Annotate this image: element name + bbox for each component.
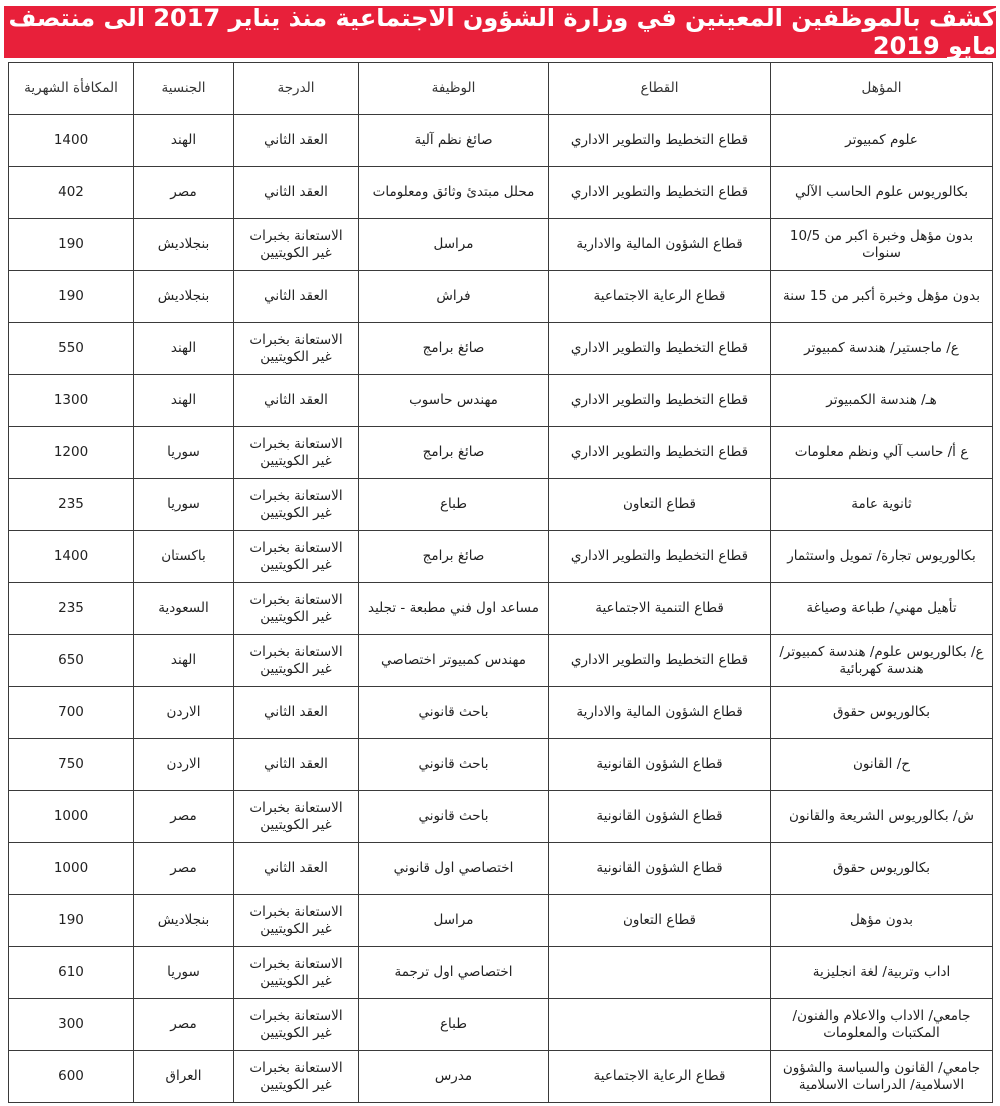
cell-grade: العقد الثاني	[234, 167, 359, 219]
cell-grade: الاستعانة بخبرات غير الكويتيين	[234, 791, 359, 843]
cell-nationality: مصر	[134, 791, 234, 843]
table-row	[9, 167, 993, 219]
cell-grade: الاستعانة بخبرات غير الكويتيين	[234, 635, 359, 687]
cell-sector: قطاع الشؤون المالية والادارية	[549, 687, 771, 739]
table-row	[9, 271, 993, 323]
cell-job: صائغ برامج	[359, 531, 549, 583]
cell-salary: 1300	[9, 375, 134, 427]
cell-sector: قطاع التخطيط والتطوير الاداري	[549, 167, 771, 219]
cell-sector: قطاع الشؤون المالية والادارية	[549, 219, 771, 271]
cell-job: مهندس كمبيوتر اختصاصي	[359, 635, 549, 687]
cell-qualification: اداب وتربية/ لغة انجليزية	[771, 947, 993, 999]
cell-sector: قطاع التخطيط والتطوير الاداري	[549, 323, 771, 375]
table-header-row	[9, 63, 993, 115]
cell-nationality: سوريا	[134, 479, 234, 531]
cell-sector: قطاع التخطيط والتطوير الاداري	[549, 115, 771, 167]
cell-grade: الاستعانة بخبرات غير الكويتيين	[234, 947, 359, 999]
cell-nationality: الهند	[134, 635, 234, 687]
cell-grade: العقد الثاني	[234, 687, 359, 739]
table-row	[9, 375, 993, 427]
cell-nationality: سوريا	[134, 947, 234, 999]
cell-grade: الاستعانة بخبرات غير الكويتيين	[234, 1051, 359, 1103]
cell-grade: الاستعانة بخبرات غير الكويتيين	[234, 531, 359, 583]
column-header-job: الوظيفة	[359, 63, 549, 115]
cell-sector: قطاع التعاون	[549, 895, 771, 947]
cell-job: مراسل	[359, 895, 549, 947]
page-title: كشف بالموظفين المعينين في وزارة الشؤون الاجتماعية منذ يناير 2017 الى منتصف مايو 2019	[4, 6, 996, 58]
column-header-grade: الدرجة	[234, 63, 359, 115]
cell-qualification: ع/ بكالوريوس علوم/ هندسة كمبيوتر/ هندسة كهربائية	[771, 635, 993, 687]
cell-job: باحث قانوني	[359, 739, 549, 791]
cell-job: باحث قانوني	[359, 791, 549, 843]
cell-grade: العقد الثاني	[234, 375, 359, 427]
cell-qualification: جامعي/ الاداب والاعلام والفنون/ المكتبات والمعلومات	[771, 999, 993, 1051]
cell-qualification: ثانوية عامة	[771, 479, 993, 531]
cell-sector: قطاع الشؤون القانونية	[549, 739, 771, 791]
cell-job: صائغ برامج	[359, 323, 549, 375]
cell-qualification: بكالوريوس تجارة/ تمويل واستثمار	[771, 531, 993, 583]
cell-sector: قطاع الشؤون القانونية	[549, 791, 771, 843]
cell-sector: قطاع التخطيط والتطوير الاداري	[549, 375, 771, 427]
cell-qualification: بكالوريوس حقوق	[771, 687, 993, 739]
cell-salary: 235	[9, 583, 134, 635]
cell-sector: قطاع التخطيط والتطوير الاداري	[549, 427, 771, 479]
table-row	[9, 843, 993, 895]
column-header-nationality: الجنسية	[134, 63, 234, 115]
cell-nationality: الاردن	[134, 739, 234, 791]
cell-salary: 402	[9, 167, 134, 219]
cell-grade: الاستعانة بخبرات غير الكويتيين	[234, 323, 359, 375]
cell-sector: قطاع الرعاية الاجتماعية	[549, 271, 771, 323]
cell-qualification: ح/ القانون	[771, 739, 993, 791]
cell-nationality: بنجلاديش	[134, 271, 234, 323]
cell-grade: الاستعانة بخبرات غير الكويتيين	[234, 219, 359, 271]
table-row	[9, 583, 993, 635]
cell-job: اختصاصي اول ترجمة	[359, 947, 549, 999]
cell-qualification: ش/ بكالوريوس الشريعة والقانون	[771, 791, 993, 843]
cell-salary: 610	[9, 947, 134, 999]
cell-qualification: علوم كمبيوتر	[771, 115, 993, 167]
cell-nationality: مصر	[134, 843, 234, 895]
cell-nationality: الهند	[134, 115, 234, 167]
cell-grade: الاستعانة بخبرات غير الكويتيين	[234, 999, 359, 1051]
cell-job: طباع	[359, 479, 549, 531]
table-row	[9, 1051, 993, 1103]
cell-job: باحث قانوني	[359, 687, 549, 739]
cell-salary: 1400	[9, 531, 134, 583]
cell-qualification: ع أ/ حاسب آلي ونظم معلومات	[771, 427, 993, 479]
table-row	[9, 115, 993, 167]
table-row	[9, 479, 993, 531]
cell-nationality: مصر	[134, 999, 234, 1051]
cell-nationality: العراق	[134, 1051, 234, 1103]
cell-nationality: بنجلاديش	[134, 895, 234, 947]
cell-nationality: بنجلاديش	[134, 219, 234, 271]
cell-nationality: الهند	[134, 323, 234, 375]
table-body	[9, 115, 993, 1103]
table-row	[9, 895, 993, 947]
cell-salary: 190	[9, 895, 134, 947]
table-row	[9, 947, 993, 999]
column-header-qualification: المؤهل	[771, 63, 993, 115]
cell-qualification: بدون مؤهل وخبرة اكبر من 10/5 سنوات	[771, 219, 993, 271]
cell-salary: 700	[9, 687, 134, 739]
column-header-sector: القطاع	[549, 63, 771, 115]
cell-salary: 650	[9, 635, 134, 687]
cell-job: مراسل	[359, 219, 549, 271]
cell-qualification: هـ/ هندسة الكمبيوتر	[771, 375, 993, 427]
table-row	[9, 219, 993, 271]
cell-qualification: بدون مؤهل	[771, 895, 993, 947]
table-row	[9, 531, 993, 583]
cell-grade: الاستعانة بخبرات غير الكويتيين	[234, 479, 359, 531]
table-row	[9, 791, 993, 843]
cell-qualification: تأهيل مهني/ طباعة وصياغة	[771, 583, 993, 635]
cell-grade: العقد الثاني	[234, 115, 359, 167]
column-header-salary: المكافأة الشهرية	[9, 63, 134, 115]
cell-nationality: الاردن	[134, 687, 234, 739]
cell-sector: قطاع التنمية الاجتماعية	[549, 583, 771, 635]
cell-salary: 1000	[9, 843, 134, 895]
cell-salary: 300	[9, 999, 134, 1051]
cell-job: مدرس	[359, 1051, 549, 1103]
cell-job: صائغ نظم آلية	[359, 115, 549, 167]
cell-nationality: مصر	[134, 167, 234, 219]
table-row	[9, 427, 993, 479]
cell-qualification: بدون مؤهل وخبرة أكبر من 15 سنة	[771, 271, 993, 323]
cell-job: طباع	[359, 999, 549, 1051]
cell-qualification: جامعي/ القانون والسياسة والشؤون الاسلامية/ الدراسات الاسلامية	[771, 1051, 993, 1103]
cell-qualification: بكالوريوس حقوق	[771, 843, 993, 895]
table-row	[9, 323, 993, 375]
cell-nationality: سوريا	[134, 427, 234, 479]
cell-sector: قطاع التعاون	[549, 479, 771, 531]
cell-nationality: السعودية	[134, 583, 234, 635]
cell-job: صائغ برامج	[359, 427, 549, 479]
cell-job: مهندس حاسوب	[359, 375, 549, 427]
cell-sector: قطاع الشؤون القانونية	[549, 843, 771, 895]
cell-salary: 750	[9, 739, 134, 791]
cell-salary: 1200	[9, 427, 134, 479]
cell-grade: الاستعانة بخبرات غير الكويتيين	[234, 583, 359, 635]
cell-salary: 600	[9, 1051, 134, 1103]
cell-sector	[549, 947, 771, 999]
cell-job: مساعد اول فني مطبعة - تجليد	[359, 583, 549, 635]
cell-qualification: ع/ ماجستير/ هندسة كمبيوتر	[771, 323, 993, 375]
cell-qualification: بكالوريوس علوم الحاسب الآلي	[771, 167, 993, 219]
cell-salary: 550	[9, 323, 134, 375]
table-row	[9, 687, 993, 739]
cell-sector: قطاع الرعاية الاجتماعية	[549, 1051, 771, 1103]
cell-salary: 1000	[9, 791, 134, 843]
table-row	[9, 739, 993, 791]
cell-job: اختصاصي اول قانوني	[359, 843, 549, 895]
cell-salary: 235	[9, 479, 134, 531]
cell-nationality: باكستان	[134, 531, 234, 583]
cell-grade: الاستعانة بخبرات غير الكويتيين	[234, 895, 359, 947]
cell-salary: 1400	[9, 115, 134, 167]
cell-salary: 190	[9, 271, 134, 323]
cell-job: فراش	[359, 271, 549, 323]
cell-job: محلل مبتدئ وثائق ومعلومات	[359, 167, 549, 219]
cell-grade: العقد الثاني	[234, 843, 359, 895]
cell-grade: الاستعانة بخبرات غير الكويتيين	[234, 427, 359, 479]
cell-sector: قطاع التخطيط والتطوير الاداري	[549, 531, 771, 583]
table-row	[9, 999, 993, 1051]
cell-nationality: الهند	[134, 375, 234, 427]
cell-sector: قطاع التخطيط والتطوير الاداري	[549, 635, 771, 687]
cell-grade: العقد الثاني	[234, 271, 359, 323]
cell-salary: 190	[9, 219, 134, 271]
cell-sector	[549, 999, 771, 1051]
cell-grade: العقد الثاني	[234, 739, 359, 791]
table-row	[9, 635, 993, 687]
employees-table	[8, 62, 993, 1103]
